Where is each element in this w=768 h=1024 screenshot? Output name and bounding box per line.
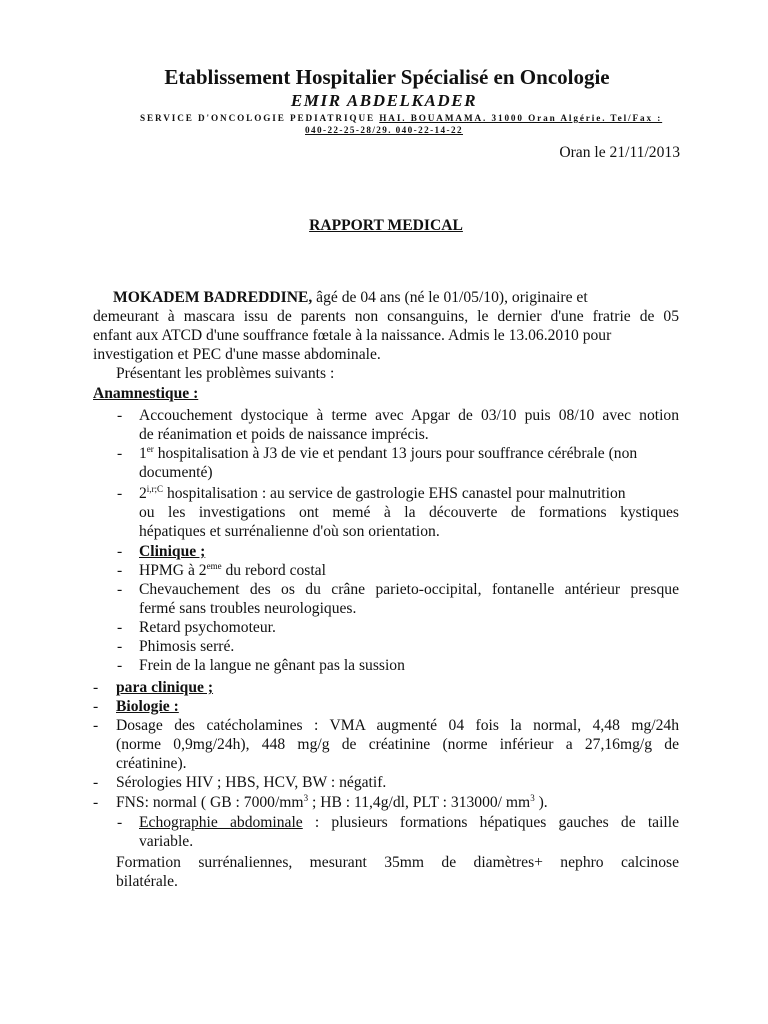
service-phone: 040-22-25-28/29. 040-22-14-22 bbox=[305, 125, 463, 135]
anamnestique-item-1-line-2: de réanimation et poids de naissance imprécis. bbox=[139, 426, 429, 443]
item-text: hospitalisation : au service de gastrologie EHS canastel pour malnutrition bbox=[163, 485, 626, 502]
dash: - bbox=[117, 638, 123, 655]
clinique-heading: Clinique ; bbox=[139, 543, 206, 560]
service-name: SERVICE D'ONCOLOGIE PEDIATRIQUE bbox=[140, 113, 380, 123]
dash: - bbox=[93, 679, 99, 696]
fns-line bbox=[116, 793, 548, 812]
clinique-item-chevauchement-line-2: fermé sans troubles neurologiques. bbox=[139, 600, 357, 617]
institution-title: Etablissement Hospitalier Spécialisé en Oncologie bbox=[164, 65, 610, 89]
hospital-name: EMIR ABDELKADER bbox=[290, 91, 478, 110]
dash: - bbox=[117, 619, 123, 636]
clinique-item-chevauchement-line-1: Chevauchement des os du crâne parieto-occipital, fontanelle antérieur presque bbox=[139, 581, 679, 598]
anamnestique-item-3-line-3: hépatiques et surrénalienne d'où son orientation. bbox=[139, 523, 440, 540]
ordinal-suffix: eme bbox=[206, 560, 222, 571]
report-title: RAPPORT MEDICAL bbox=[309, 217, 463, 234]
paraclinique-heading: para clinique ; bbox=[116, 679, 214, 696]
dash: - bbox=[93, 794, 99, 811]
dosage-line-1: Dosage des catécholamines : VMA augmenté 04 fois la normal, 4,48 mg/24h bbox=[116, 717, 679, 734]
anamnestique-item-3-line-1 bbox=[139, 484, 684, 503]
service-address-line1 bbox=[140, 112, 680, 124]
dosage-line-3: créatinine). bbox=[116, 755, 187, 772]
hpmg-text: HPMG à 2 bbox=[139, 562, 207, 579]
biologie-heading: Biologie : bbox=[116, 698, 179, 715]
clinique-item-hpmg bbox=[139, 561, 326, 580]
dash: - bbox=[117, 445, 123, 462]
hpmg-rest: du rebord costal bbox=[221, 562, 326, 579]
echographie-line-2: variable. bbox=[139, 833, 194, 850]
fns-text-b: ; HB : 11,4g/dl, PLT : 313000/ mm bbox=[308, 794, 531, 811]
dash: - bbox=[117, 657, 123, 674]
intro-line-1-text: âgé de 04 ans (né le 01/05/10), originaire et bbox=[312, 289, 588, 306]
dash: - bbox=[117, 814, 123, 831]
fns-text-c: ). bbox=[534, 794, 548, 811]
ordinal-suffix: i,r;C bbox=[146, 483, 164, 494]
serologies-line: Sérologies HIV ; HBS, HCV, BW : négatif. bbox=[116, 774, 387, 791]
echographie-label: Echographie abdominale bbox=[139, 814, 303, 831]
ordinal-number: 1 bbox=[139, 445, 147, 462]
dash: - bbox=[93, 774, 99, 791]
intro-line-2: demeurant à mascara issu de parents non consanguins, le dernier d'une fratrie de 05 bbox=[93, 308, 679, 325]
echographie-text: : plusieurs formations hépatiques gauches de taille bbox=[302, 814, 679, 831]
intro-line-1 bbox=[113, 288, 679, 307]
dosage-line-2: (norme 0,9mg/24h), 448 mg/g de créatinine (norme inférieur a 27,16mg/g de bbox=[116, 736, 679, 753]
dash: - bbox=[117, 407, 123, 424]
fns-exponent-1: 3 bbox=[303, 792, 309, 803]
anamnestique-item-3-line-2: ou les investigations ont memé à la découverte de formations kystiques bbox=[139, 504, 679, 521]
dash: - bbox=[93, 717, 99, 734]
service-address-line2 bbox=[0, 124, 768, 136]
ordinal-number: 2 bbox=[139, 485, 147, 502]
fns-exponent-2: 3 bbox=[530, 792, 535, 803]
intro-line-5: Présentant les problèmes suivants : bbox=[116, 365, 335, 382]
anamnestique-item-2-line-2: documenté) bbox=[139, 464, 213, 481]
dash: - bbox=[117, 562, 123, 579]
echographie-line-1 bbox=[139, 813, 679, 832]
clinique-item-phimosis: Phimosis serré. bbox=[139, 638, 235, 655]
formation-line-2: bilatérale. bbox=[116, 873, 178, 890]
item-text: hospitalisation à J3 de vie et pendant 13 jours pour souffrance cérébrale (non bbox=[153, 445, 638, 462]
dash: - bbox=[117, 485, 123, 502]
intro-line-4: investigation et PEC d'une masse abdominale. bbox=[93, 346, 381, 363]
clinique-item-retard: Retard psychomoteur. bbox=[139, 619, 276, 636]
dash: - bbox=[117, 543, 123, 560]
report-date: Oran le 21/11/2013 bbox=[559, 144, 680, 161]
formation-line-1: Formation surrénaliennes, mesurant 35mm de diamètres+ nephro calcinose bbox=[116, 854, 679, 871]
patient-name: MOKADEM BADREDDINE, bbox=[113, 289, 313, 306]
dash: - bbox=[93, 698, 99, 715]
anamnestique-heading: Anamnestique : bbox=[93, 385, 199, 402]
ordinal-suffix: er bbox=[146, 443, 154, 454]
dash: - bbox=[117, 581, 123, 598]
clinique-item-frein: Frein de la langue ne gênant pas la sussion bbox=[139, 657, 405, 674]
anamnestique-item-1-line-1: Accouchement dystocique à terme avec Apgar de 03/10 puis 08/10 avec notion bbox=[139, 407, 679, 424]
fns-text-a: FNS: normal ( GB : 7000/mm bbox=[116, 794, 304, 811]
anamnestique-item-2-line-1 bbox=[139, 444, 684, 463]
service-address: HAI. BOUAMAMA. 31000 Oran Algérie. Tel/Fax : bbox=[379, 113, 663, 123]
intro-line-3: enfant aux ATCD d'une souffrance fœtale à la naissance. Admis le 13.06.2010 pour bbox=[93, 327, 612, 344]
